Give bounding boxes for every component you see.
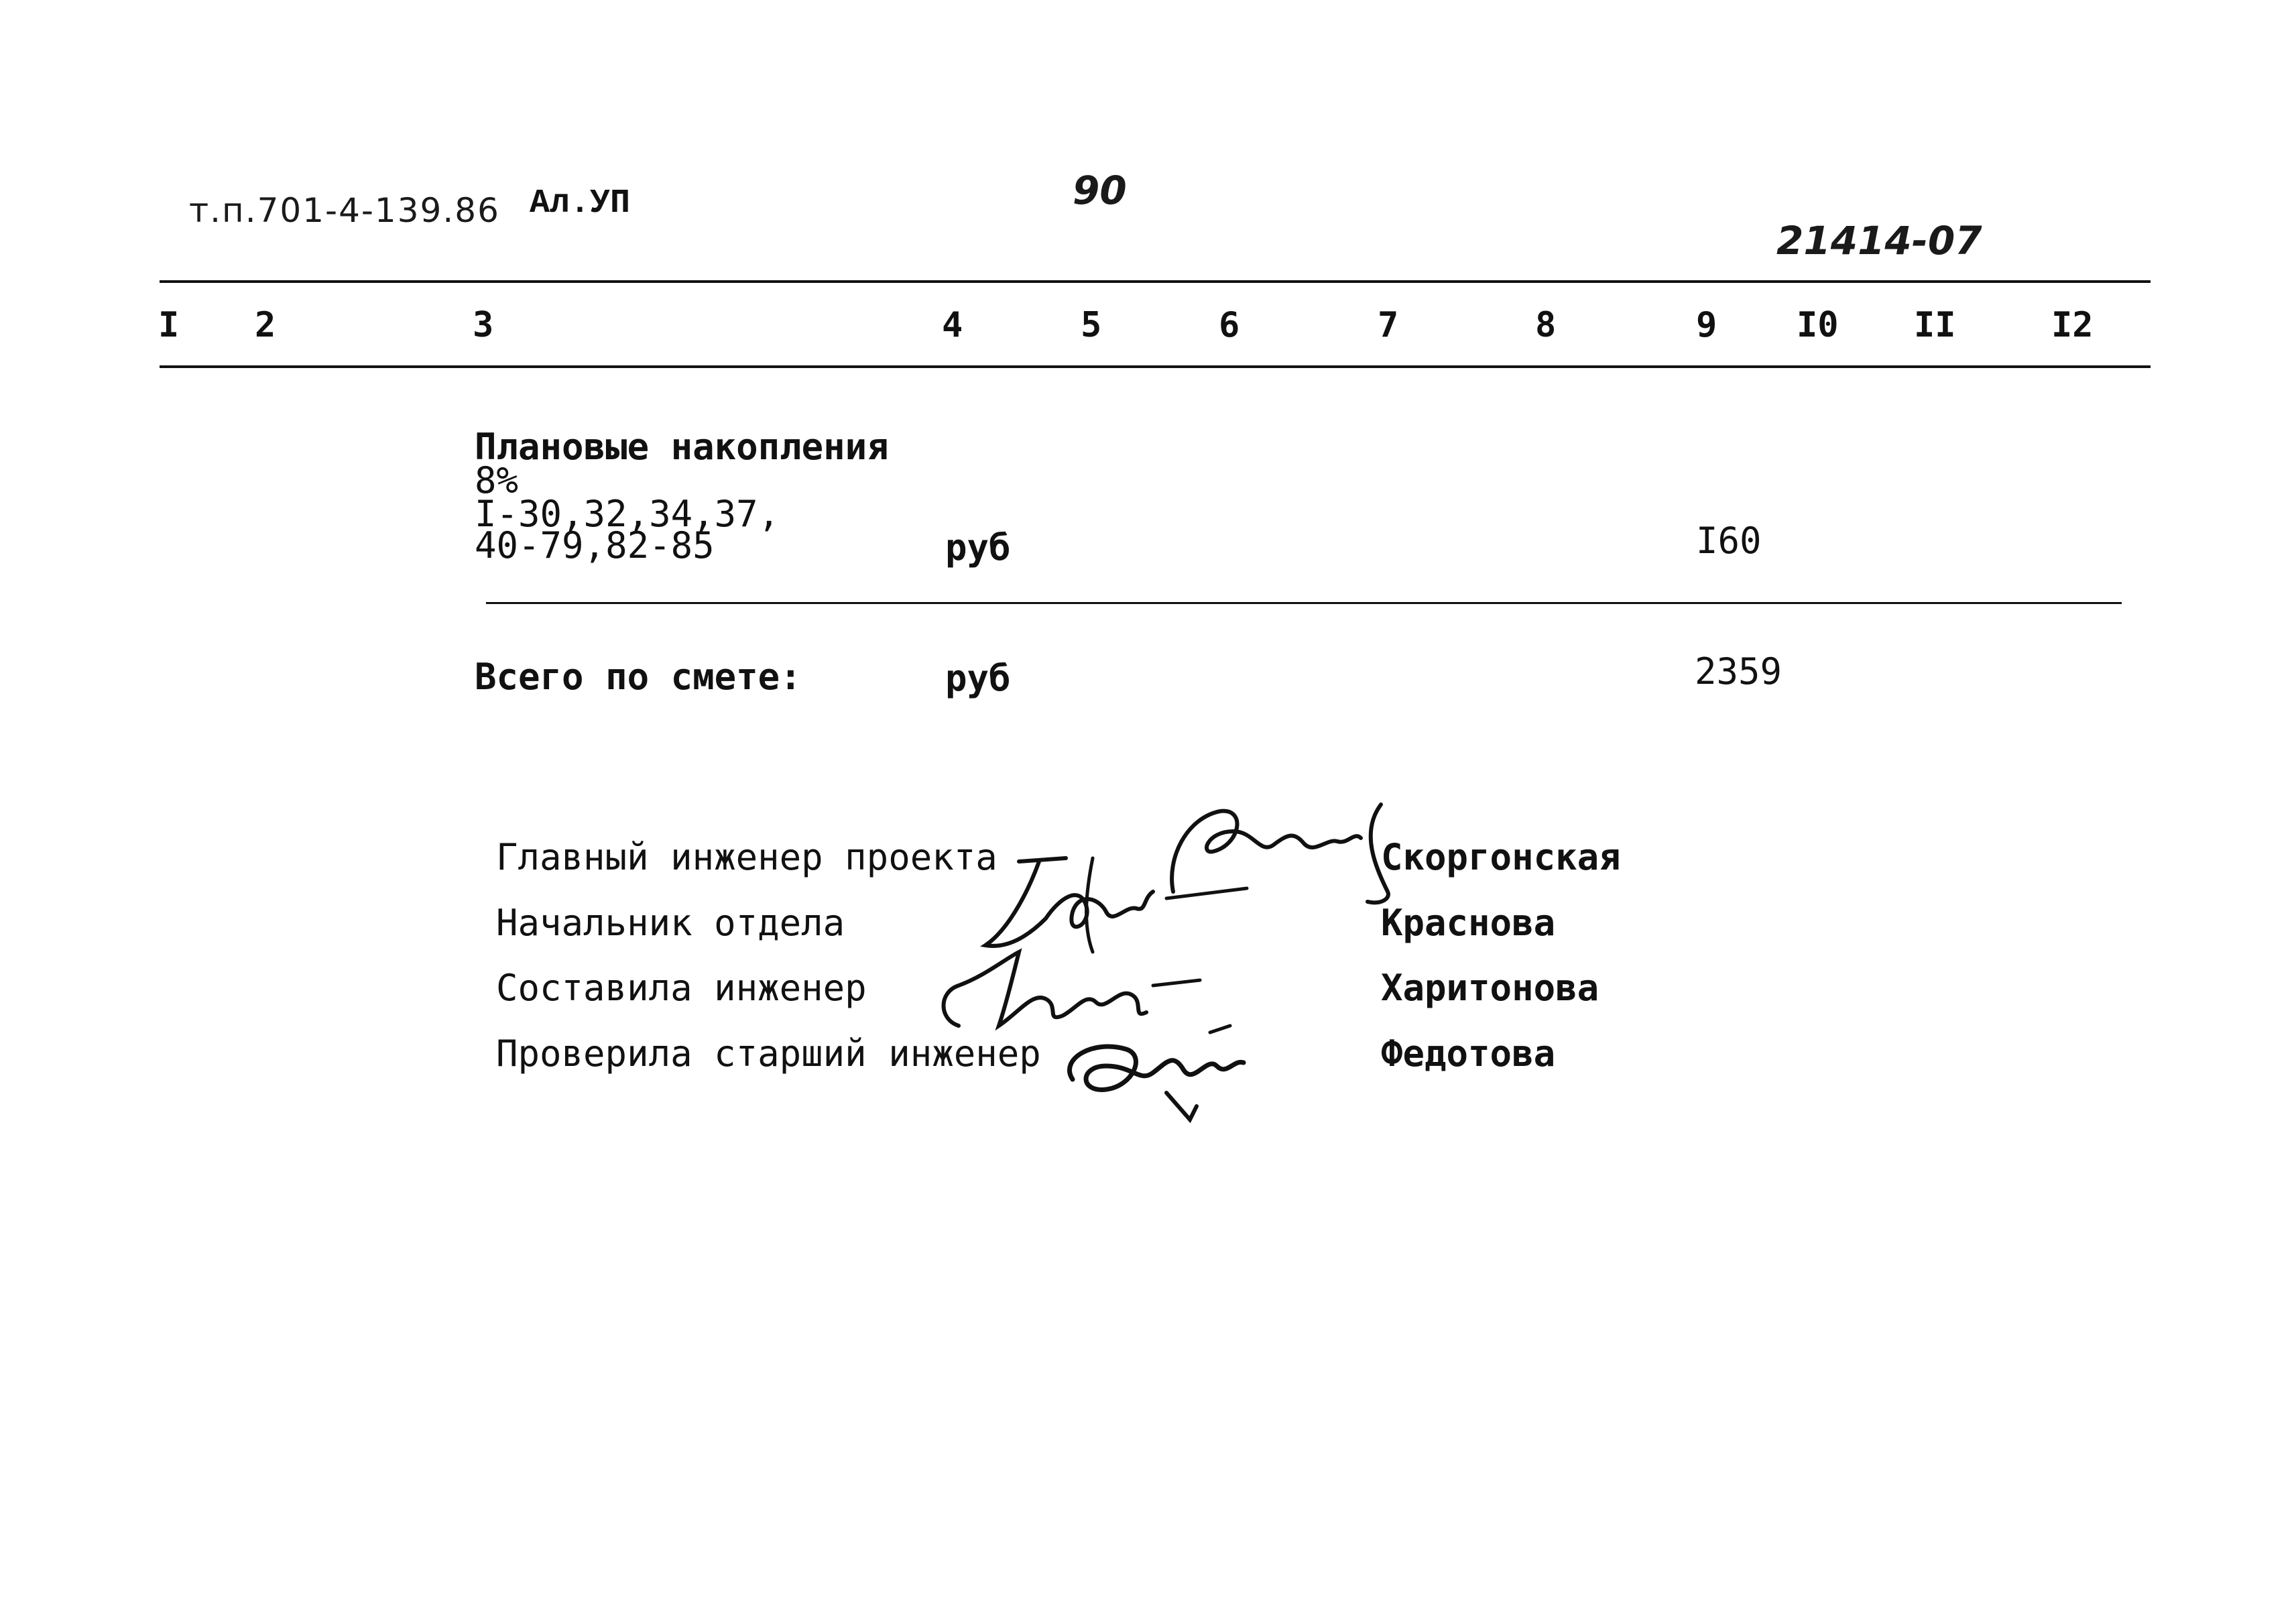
signatory-role: Начальник отдела [496, 902, 845, 944]
column-number: II [1914, 305, 1956, 345]
archive-number: 21414-07 [1776, 218, 1982, 263]
column-number: I0 [1797, 305, 1839, 345]
signatory-role: Проверила старший инженер [496, 1032, 1041, 1075]
unit-cell: руб [945, 657, 1011, 699]
signatory-name: Федотова [1381, 1032, 1556, 1075]
header-bottom-rule [160, 365, 2151, 368]
signatory-name: Краснова [1381, 902, 1556, 944]
signatory-role: Составила инженер [496, 967, 867, 1009]
value-cell: 2359 [1695, 650, 1783, 693]
column-number: 5 [1081, 305, 1102, 345]
column-number: I [158, 305, 180, 345]
album-label: Ал.УП [530, 184, 631, 223]
row-separator-rule [486, 602, 2122, 604]
row-text-line: Плановые накопления [475, 426, 889, 468]
row-text-line: I-30,32,34,37, [475, 493, 780, 535]
signatory-name: Харитонова [1381, 967, 1599, 1009]
row-text-line: 40-79,82-85 [475, 524, 715, 567]
unit-cell: руб [945, 526, 1011, 569]
document-code: т.п.701-4-139.86 [189, 191, 500, 230]
row-text-line: Всего по смете: [475, 656, 802, 698]
column-number: 2 [255, 305, 276, 345]
value-cell: I60 [1696, 520, 1762, 562]
column-number: 3 [473, 305, 494, 345]
column-number: 6 [1219, 305, 1240, 345]
row-text-line: 8% [475, 459, 519, 501]
column-number: 7 [1378, 305, 1399, 345]
header-top-rule [160, 280, 2151, 283]
column-number: 8 [1535, 305, 1557, 345]
signatory-role: Главный инженер проекта [496, 836, 998, 878]
page-number: 90 [1073, 168, 1127, 213]
column-number: 4 [942, 305, 963, 345]
column-number: 9 [1696, 305, 1717, 345]
handwritten-signature-senior-engineer [1052, 1019, 1260, 1126]
column-number: I2 [2051, 305, 2094, 345]
signatory-name: Скоргонская [1381, 836, 1621, 878]
